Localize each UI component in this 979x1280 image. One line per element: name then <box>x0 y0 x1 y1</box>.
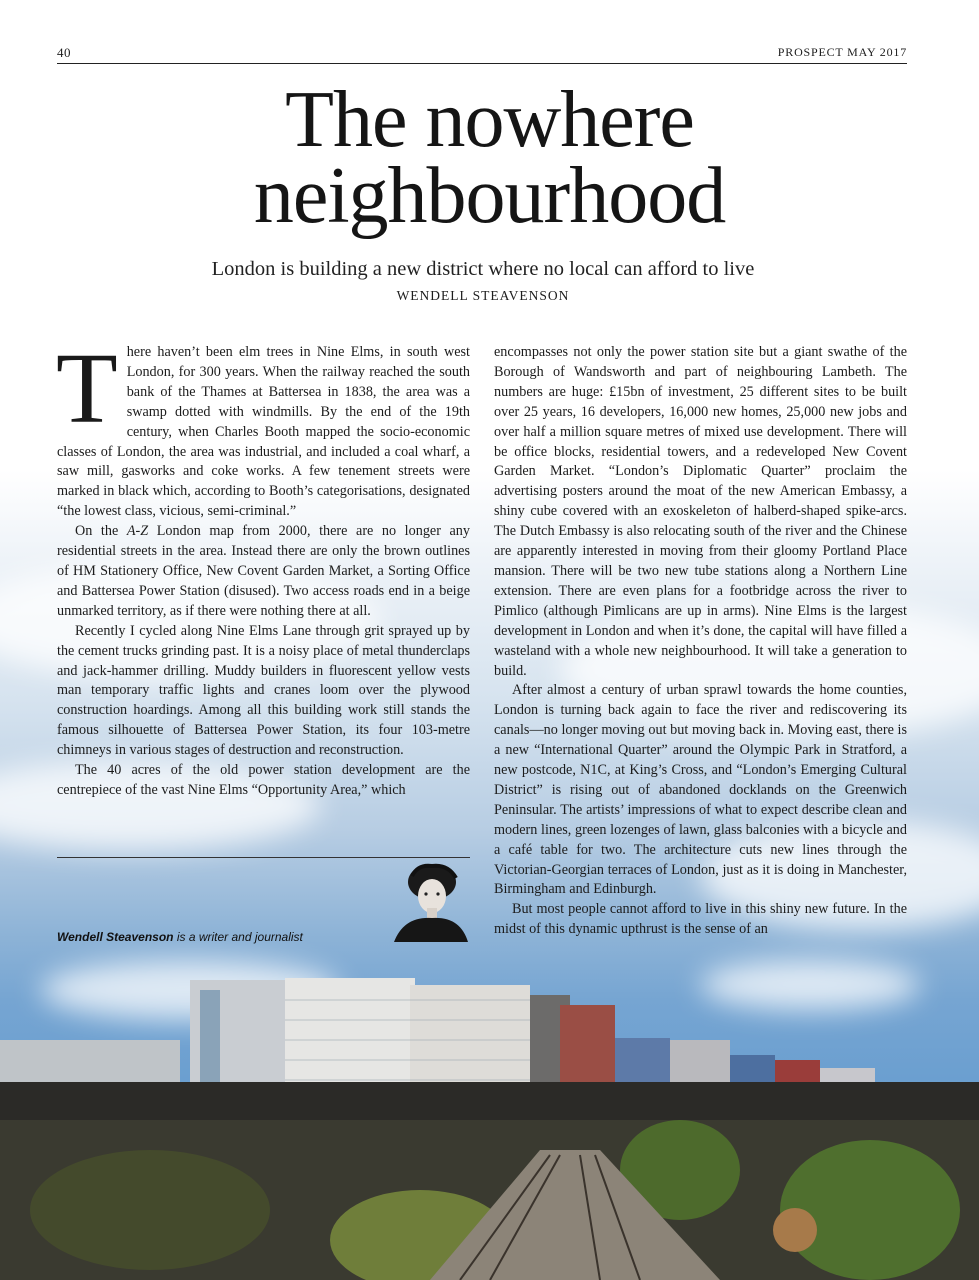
drop-cap: T <box>56 332 118 444</box>
standfirst: London is building a new district where no local can afford to live <box>211 258 755 280</box>
viaduct <box>0 1082 979 1122</box>
publication-date: PROSPECT MAY 2017 <box>777 45 907 59</box>
paragraph: After almost a century of urban sprawl towards the home counties, London is turning back again to face the river and rediscovering its canals—no longer moving out but moving back in. Moving east, there is a new “International Quarter” around the Olympic Park in Stratford, a new postcode, N1C, at King’s Cross, and “London’s Emerging Cultural District” is rising out of abandoned docklands on the Greenwich Peninsular. The artists’ impressions of what to expect describe clean and modern lines, green lozenges of lawn, glass balconies with a bicycle and a café table for two. The architecture cuts new lines through the Victorian-Georgian terraces of London, just as it is doing in Manchester, Birmingham and Edinburgh. <box>494 682 907 898</box>
author-bio: Wendell Steavenson is a writer and journalist <box>57 930 303 944</box>
headline-line-1: The nowhere <box>285 76 694 164</box>
author-name: Wendell Steavenson <box>57 930 174 944</box>
paragraph: Recently I cycled along Nine Elms Lane through grit sprayed up by the cement trucks grinding past. It is a noisy place of metal thunderclaps and jack-hammer drilling. Muddy builders in fluorescent yellow vests man temporary traffic lights and cranes loom over the plywood construction hoardings. Among all this building work still stands the famous silhouette of Battersea Power Station, its four 103-metre chimneys in various stages of destruction and reconstruction. <box>57 622 470 759</box>
paragraph: But most people cannot afford to live in this shiny new future. In the midst of this dynamic upthrust is the sense of an <box>494 901 907 938</box>
byline: WENDELL STEAVENSON <box>396 288 570 303</box>
paragraph: encompasses not only the power station site but a giant swathe of the Borough of Wandsworth and part of neighbouring Lambeth. The numbers are huge: £15bn of investment, 25 different sites to be built over 25 years, 16 developers, 16,000 new homes, 25,000 new jobs and over half a million square metres of mixed use development. There will be office blocks, residential towers, and a redeveloped New Covent Garden Market. “London’s Diplomatic Quarter” proclaim the advertising posters around the moat of the new American Embassy, a shiny cube covered with an exoskeleton of halberd-shaped spike-arcs. The Dutch Embassy is also relocating south of the river and the Chinese are apparently interested in moving from their gloomy Portland Place mansion. There will be two new tube stations along a Northern Line extension. There are even plans for a footbridge across the river to Pimlico (although Pimlicans are up in arms). Nine Elms is the largest development in London and when it’s done, the capital will have filled a wasteland with a whole new neighbourhood. It will take a generation to build. <box>494 344 907 679</box>
header-rule <box>57 63 907 64</box>
paragraph: There haven’t been elm trees in Nine Elms, in south west London, for 300 years. When the railway reached the south bank of the Thames at Battersea in 1838, the area was a swamp dotted with windmills. By the end of the 19th century, when Charles Booth mapped the socio-economic classes of London, the area was industrial, and included a coal wharf, a saw mill, gasworks and coke works. A few tenement streets were marked in black which, according to Booth’s categorisations, designated “the lowest class, vicious, semi-criminal.” <box>56 332 470 520</box>
headline <box>0 76 979 240</box>
nine-elms-photo <box>0 960 979 1280</box>
article-column-left <box>56 332 470 801</box>
author-portrait <box>388 862 470 942</box>
bio-rule <box>57 857 470 858</box>
page-number: 40 <box>57 45 71 60</box>
paragraph: The 40 acres of the old power station development are the centrepiece of the vast Nine Elms “Opportunity Area,” which <box>57 762 470 798</box>
article-column-right <box>494 343 907 940</box>
headline-line-2: neighbourhood <box>253 152 726 240</box>
paragraph: On the A-Z London map from 2000, there are no longer any residential streets in the area. Instead there are only the brown outlines of HM Stationery Office, New Covent Garden Market, a Sorting Office and Battersea Power Station (disused). Two access roads end in a beige unmarked territory, as if there were nothing there at all. <box>57 523 470 619</box>
